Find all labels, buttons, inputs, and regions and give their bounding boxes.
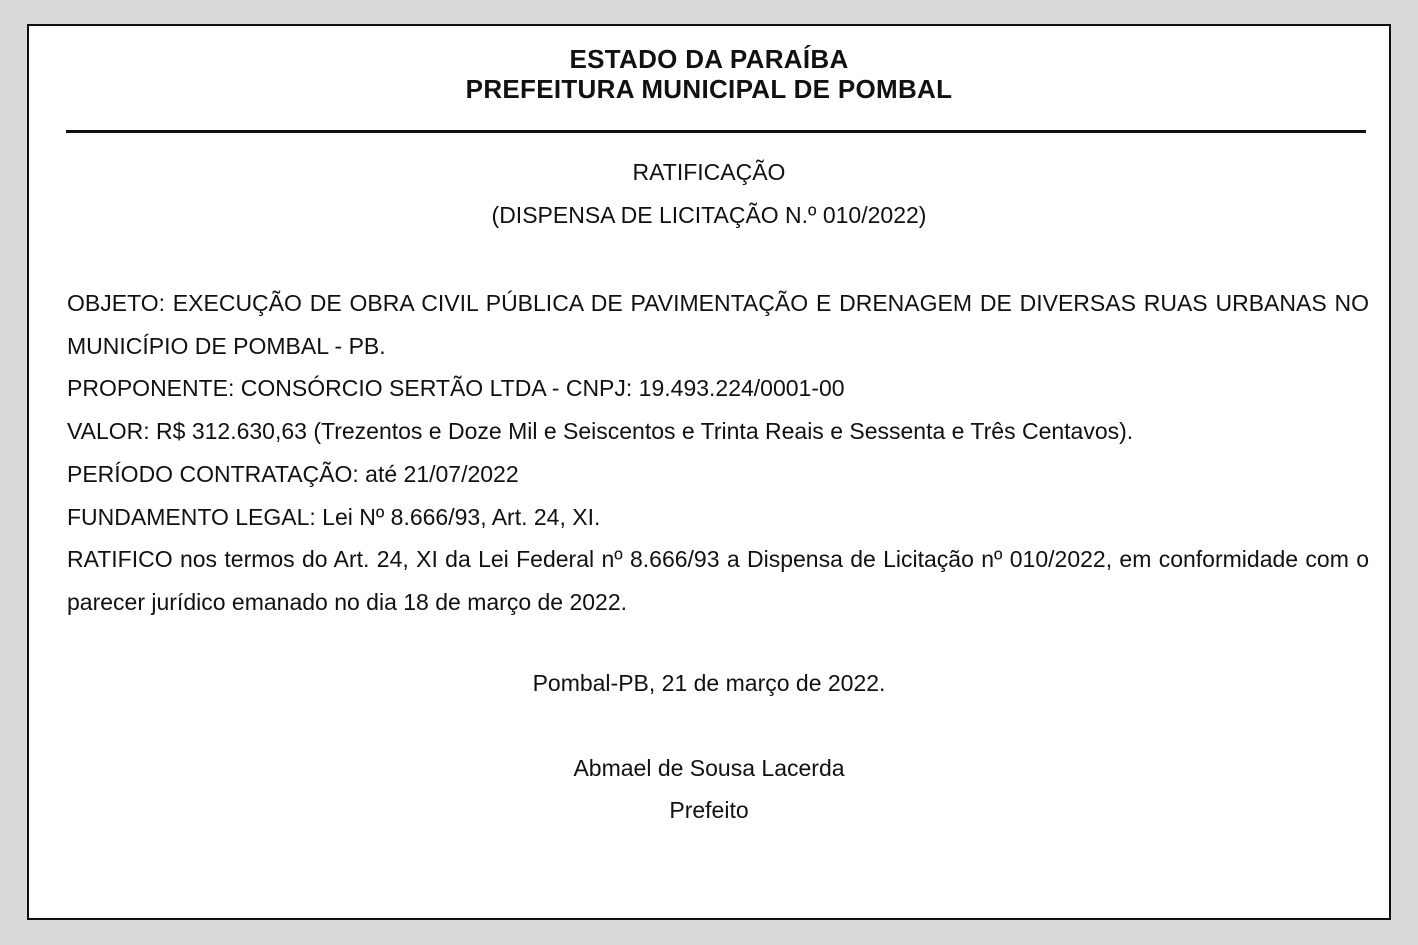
valor-line: VALOR: R$ 312.630,63 (Trezentos e Doze Mil e Seiscentos e Trinta Reais e Sessenta e Três Centavos). <box>67 418 1134 445</box>
header-state: ESTADO DA PARAÍBA <box>569 44 849 74</box>
fundamento-line: FUNDAMENTO LEGAL: Lei Nº 8.666/93, Art. 24, XI. <box>67 503 601 530</box>
header-municipality: PREFEITURA MUNICIPAL DE POMBAL <box>465 74 953 104</box>
document-subtitle: (DISPENSA DE LICITAÇÃO N.º 010/2022) <box>491 202 927 228</box>
periodo-line: PERÍODO CONTRATAÇÃO: até 21/07/2022 <box>67 460 519 487</box>
document-body <box>67 282 1369 624</box>
ratifico-paragraph: RATIFICO nos termos do Art. 24, XI da Lei Federal nº 8.666/93 a Dispensa de Licitação nº 010/2022, em conformidade com o parecer jurídico emanado no dia 18 de março de 2022. <box>67 546 1369 615</box>
document-notice <box>27 24 1391 920</box>
document-title: RATIFICAÇÃO <box>632 159 786 185</box>
place-date: Pombal-PB, 21 de março de 2022. <box>532 670 886 696</box>
header-divider <box>66 130 1366 133</box>
document-header <box>29 44 1389 104</box>
signatory-role: Prefeito <box>669 797 749 823</box>
signatory-name: Abmael de Sousa Lacerda <box>573 755 845 781</box>
proponente-line: PROPONENTE: CONSÓRCIO SERTÃO LTDA - CNPJ: 19.493.224/0001-00 <box>67 375 845 402</box>
objeto-paragraph: OBJETO: EXECUÇÃO DE OBRA CIVIL PÚBLICA DE PAVIMENTAÇÃO E DRENAGEM DE DIVERSAS RUAS URBANAS NO MUNICÍPIO DE POMBAL - PB. <box>67 290 1369 359</box>
